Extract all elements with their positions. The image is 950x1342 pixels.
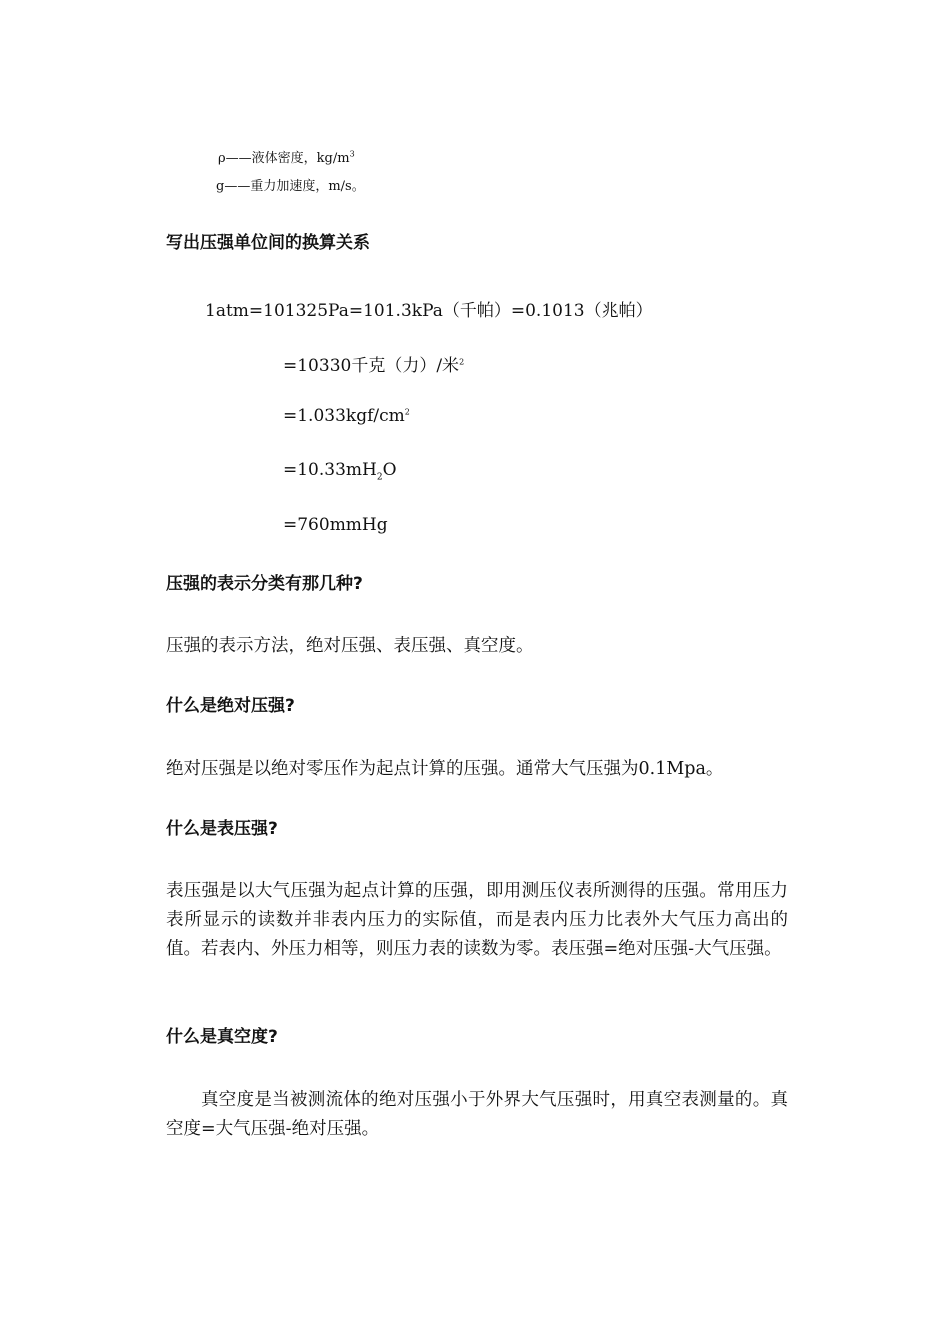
def-g: g——重力加速度，m/s。	[216, 179, 365, 194]
conversion-line-2-text: =10330千克（力）/米	[283, 356, 460, 376]
conversion-line-1: 1atm=101325Pa=101.3kPa（千帕）=0.1013（兆帕）	[205, 301, 653, 321]
conversion-line-4-post: O	[382, 460, 397, 480]
def-rho-text: ρ——液体密度，kg/m	[218, 151, 350, 166]
def-rho-sup: 3	[349, 149, 355, 159]
body-vacuum: 真空度是当被测流体的绝对压强小于外界大气压强时，用真空表测量的。真空度=大气压强-绝对压强。	[166, 1090, 788, 1139]
heading-gauge: 什么是表压强?	[166, 819, 278, 839]
conversion-line-3	[283, 406, 410, 426]
conversion-line-4-pre: =10.33mH	[283, 460, 377, 480]
body-gauge: 表压强是以大气压强为起点计算的压强，即用测压仪表所测得的压强。常用压力表所显示的读数并非表内压力的实际值，而是表内压力比表外大气压力高出的值。若表内、外压力相等，则压力表的读数为零。表压强=绝对压强-大气压强。	[166, 881, 788, 959]
conversion-line-3-sup: 2	[404, 407, 410, 417]
def-rho	[218, 147, 355, 166]
conversion-line-4	[283, 460, 397, 482]
conversion-line-4-sub: 2	[376, 472, 383, 483]
heading-vacuum: 什么是真空度?	[166, 1027, 278, 1047]
body-types: 压强的表示方法，绝对压强、表压强、真空度。	[166, 636, 534, 656]
conversion-line-3-text: =1.033kgf/cm	[283, 406, 405, 426]
heading-conversion: 写出压强单位间的换算关系	[166, 233, 370, 253]
body-absolute: 绝对压强是以绝对零压作为起点计算的压强。通常大气压强为0.1Mpa。	[166, 759, 724, 779]
conversion-line-5: =760mmHg	[283, 515, 388, 535]
heading-absolute: 什么是绝对压强?	[166, 696, 295, 716]
heading-types: 压强的表示分类有那几种?	[166, 574, 363, 594]
conversion-line-2-sup: 2	[459, 357, 465, 367]
conversion-line-2	[283, 351, 464, 376]
